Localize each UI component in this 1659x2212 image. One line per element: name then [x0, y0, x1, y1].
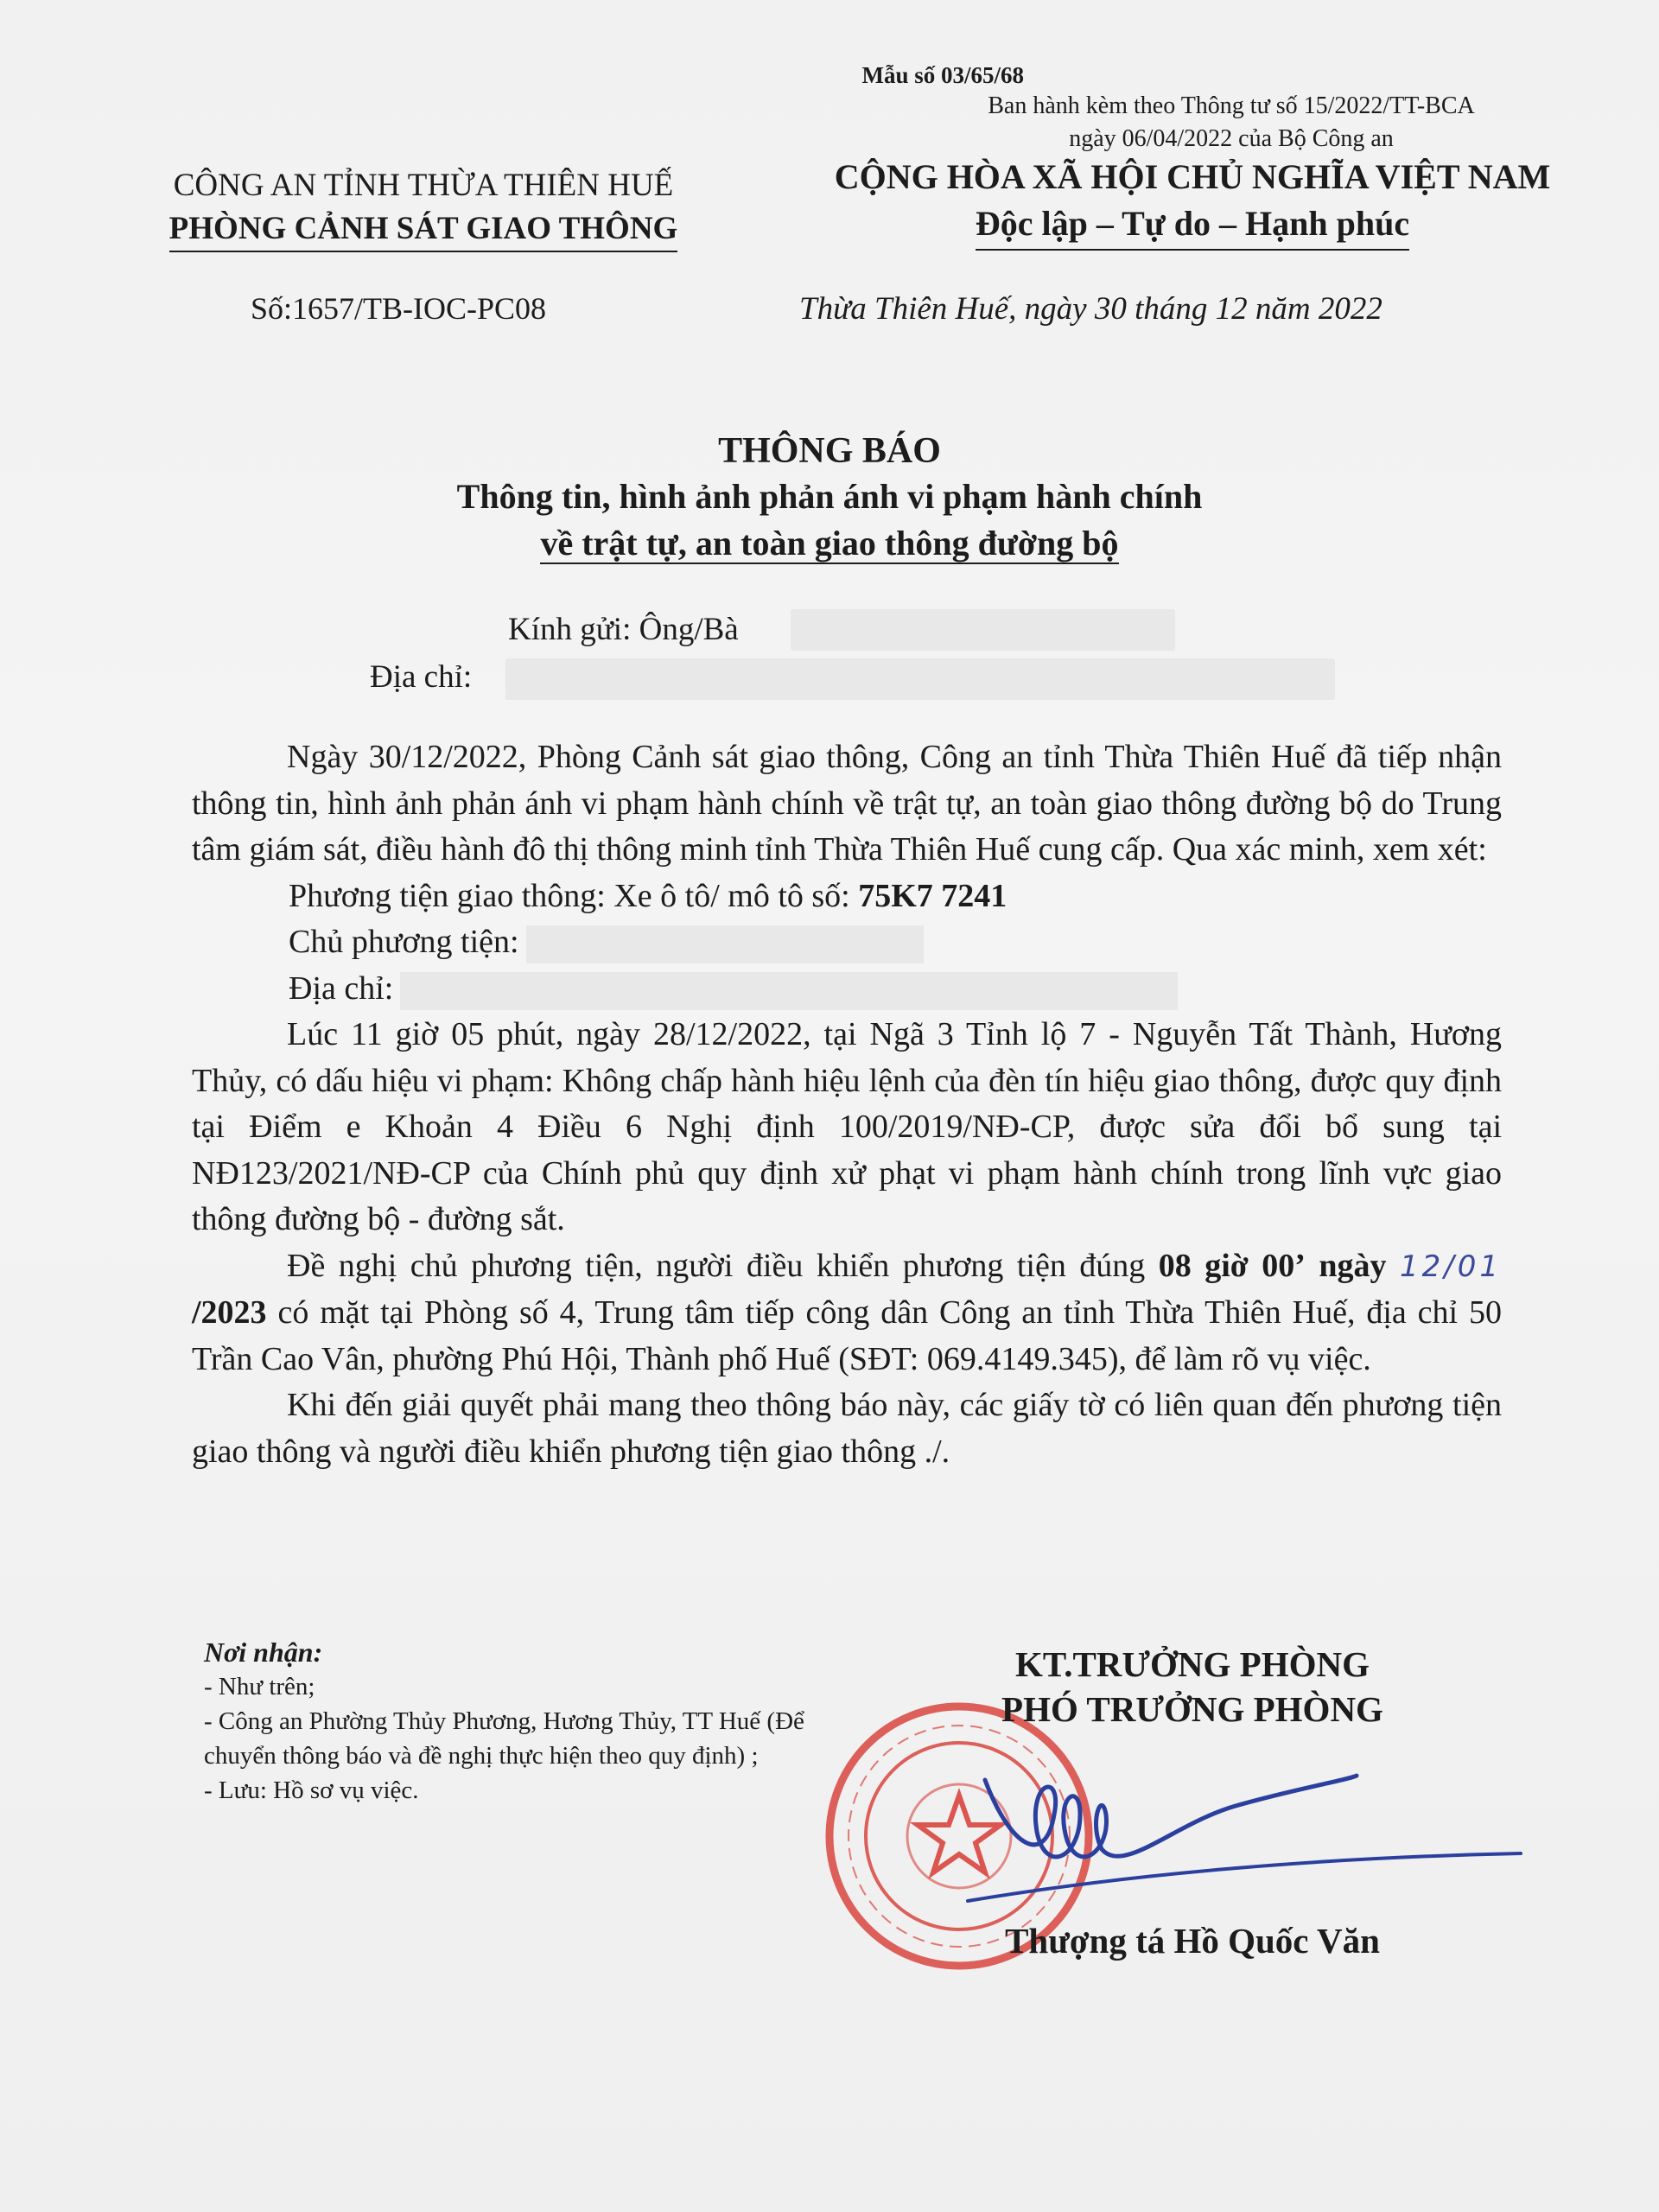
redacted-owner: [526, 925, 924, 963]
recipient-item: - Như trên;: [204, 1673, 315, 1700]
place-and-date: Thừa Thiên Huế, ngày 30 tháng 12 năm 2022: [799, 291, 1382, 327]
issued-line-2: ngày 06/04/2022 của Bộ Công an: [1069, 125, 1394, 152]
redacted-recipient-name: [791, 609, 1175, 651]
document-subtitle: [0, 474, 1659, 567]
document-title: THÔNG BÁO: [718, 431, 941, 471]
national-header: [743, 154, 1642, 251]
paragraph-violation: Lúc 11 giờ 05 phút, ngày 28/12/2022, tại Ngã 3 Tỉnh lộ 7 - Nguyễn Tất Thành, Hương Thủy, có dấu hiệu vi phạm: Không chấp hành hiệu lệnh của đèn tín hiệu giao thông, được quy định tại Điểm e Khoản 4 Điều 6 Nghị định 100/2019/NĐ-CP, được sửa đổi bổ sung tại NĐ123/2021/NĐ-CP của Chính phủ quy định xử phạt vi phạm hành chính trong lĩnh vực giao thông đường bộ - đường sắt.: [192, 1016, 1502, 1237]
owner-address-label: Địa chỉ:: [289, 969, 394, 1007]
national-motto: Độc lập – Tự do – Hạnh phúc: [976, 200, 1409, 251]
subtitle-line-2: về trật tự, an toàn giao thông đường bộ: [540, 524, 1119, 563]
summons-text-a: Đề nghị chủ phương tiện, người điều khiển phương tiện đúng: [287, 1247, 1159, 1284]
owner-label: Chủ phương tiện:: [289, 924, 519, 960]
recipients-list: [204, 1635, 809, 1808]
handwritten-signature-icon: [950, 1745, 1538, 1918]
signature-line-2: PHÓ TRƯỞNG PHÒNG: [1001, 1689, 1383, 1729]
republic-name: CỘNG HÒA XÃ HỘI CHỦ NGHĨA VIỆT NAM: [834, 157, 1551, 196]
summons-year: /2023: [192, 1294, 267, 1331]
license-plate: 75K7 7241: [858, 877, 1007, 914]
recipient-item: - Lưu: Hồ sơ vụ việc.: [204, 1777, 419, 1804]
recipients-heading: Nơi nhận:: [204, 1637, 323, 1668]
owner-address-line: [192, 966, 1502, 1013]
subtitle-line-1: Thông tin, hình ảnh phản ánh vi phạm hành chính: [456, 477, 1203, 516]
signature-title: [907, 1642, 1478, 1732]
issued-line-1: Ban hành kèm theo Thông tư số 15/2022/TT-BCA: [988, 92, 1475, 119]
issued-note: [942, 90, 1521, 156]
redacted-recipient-address: [505, 658, 1335, 700]
form-number: Mẫu số 03/65/68: [861, 62, 1024, 88]
signer-name: Thượng tá Hồ Quốc Văn: [1005, 1921, 1380, 1961]
paragraph-documents: Khi đến giải quyết phải mang theo thông báo này, các giấy tờ có liên quan đến phương tiện giao thông và người điều khiển phương tiện giao thông ./.: [192, 1387, 1502, 1470]
recipient-item: - Công an Phường Thủy Phương, Hương Thủy, TT Huế (Để chuyển thông báo và đề nghị thực hiện theo quy định) ;: [204, 1707, 804, 1770]
document-body: [192, 734, 1502, 1475]
document-number: Số:1657/TB-IOC-PC08: [251, 291, 547, 326]
summons-time: 08 giờ 00’: [1158, 1247, 1306, 1284]
vehicle-label: Phương tiện giao thông: Xe ô tô/ mô tô số:: [289, 877, 850, 914]
paragraph-intro: Ngày 30/12/2022, Phòng Cảnh sát giao thông, Công an tỉnh Thừa Thiên Huế đã tiếp nhận thông tin, hình ảnh phản ánh vi phạm hành chính về trật tự, an toàn giao thông đường bộ do Trung tâm giám sát, điều hành đô thị thông minh tỉnh Thừa Thiên Huế cung cấp. Qua xác minh, xem xét:: [192, 739, 1502, 868]
summons-text-b: có mặt tại Phòng số 4, Trung tâm tiếp công dân Công an tỉnh Thừa Thiên Huế, địa chỉ 50 Trần Cao Vân, phường Phú Hội, Thành phố Huế (SĐT: 069.4149.345), để làm rõ vụ việc.: [192, 1294, 1502, 1377]
recipient-label: Kính gửi: Ông/Bà: [508, 612, 739, 647]
signature-line-1: KT.TRƯỞNG PHÒNG: [1015, 1644, 1370, 1684]
paragraph-summons: [192, 1243, 1502, 1383]
handwritten-date: 12/01: [1400, 1249, 1503, 1284]
redacted-owner-address: [400, 972, 1178, 1010]
recipient-address-label: Địa chỉ:: [370, 659, 473, 695]
summons-day-label: ngày: [1319, 1247, 1387, 1284]
vehicle-line: [192, 874, 1502, 920]
issuing-agency: [130, 164, 717, 252]
agency-line-1: CÔNG AN TỈNH THỪA THIÊN HUẾ: [173, 168, 674, 203]
owner-line: [192, 919, 1502, 966]
agency-line-2: PHÒNG CẢNH SÁT GIAO THÔNG: [169, 207, 678, 252]
